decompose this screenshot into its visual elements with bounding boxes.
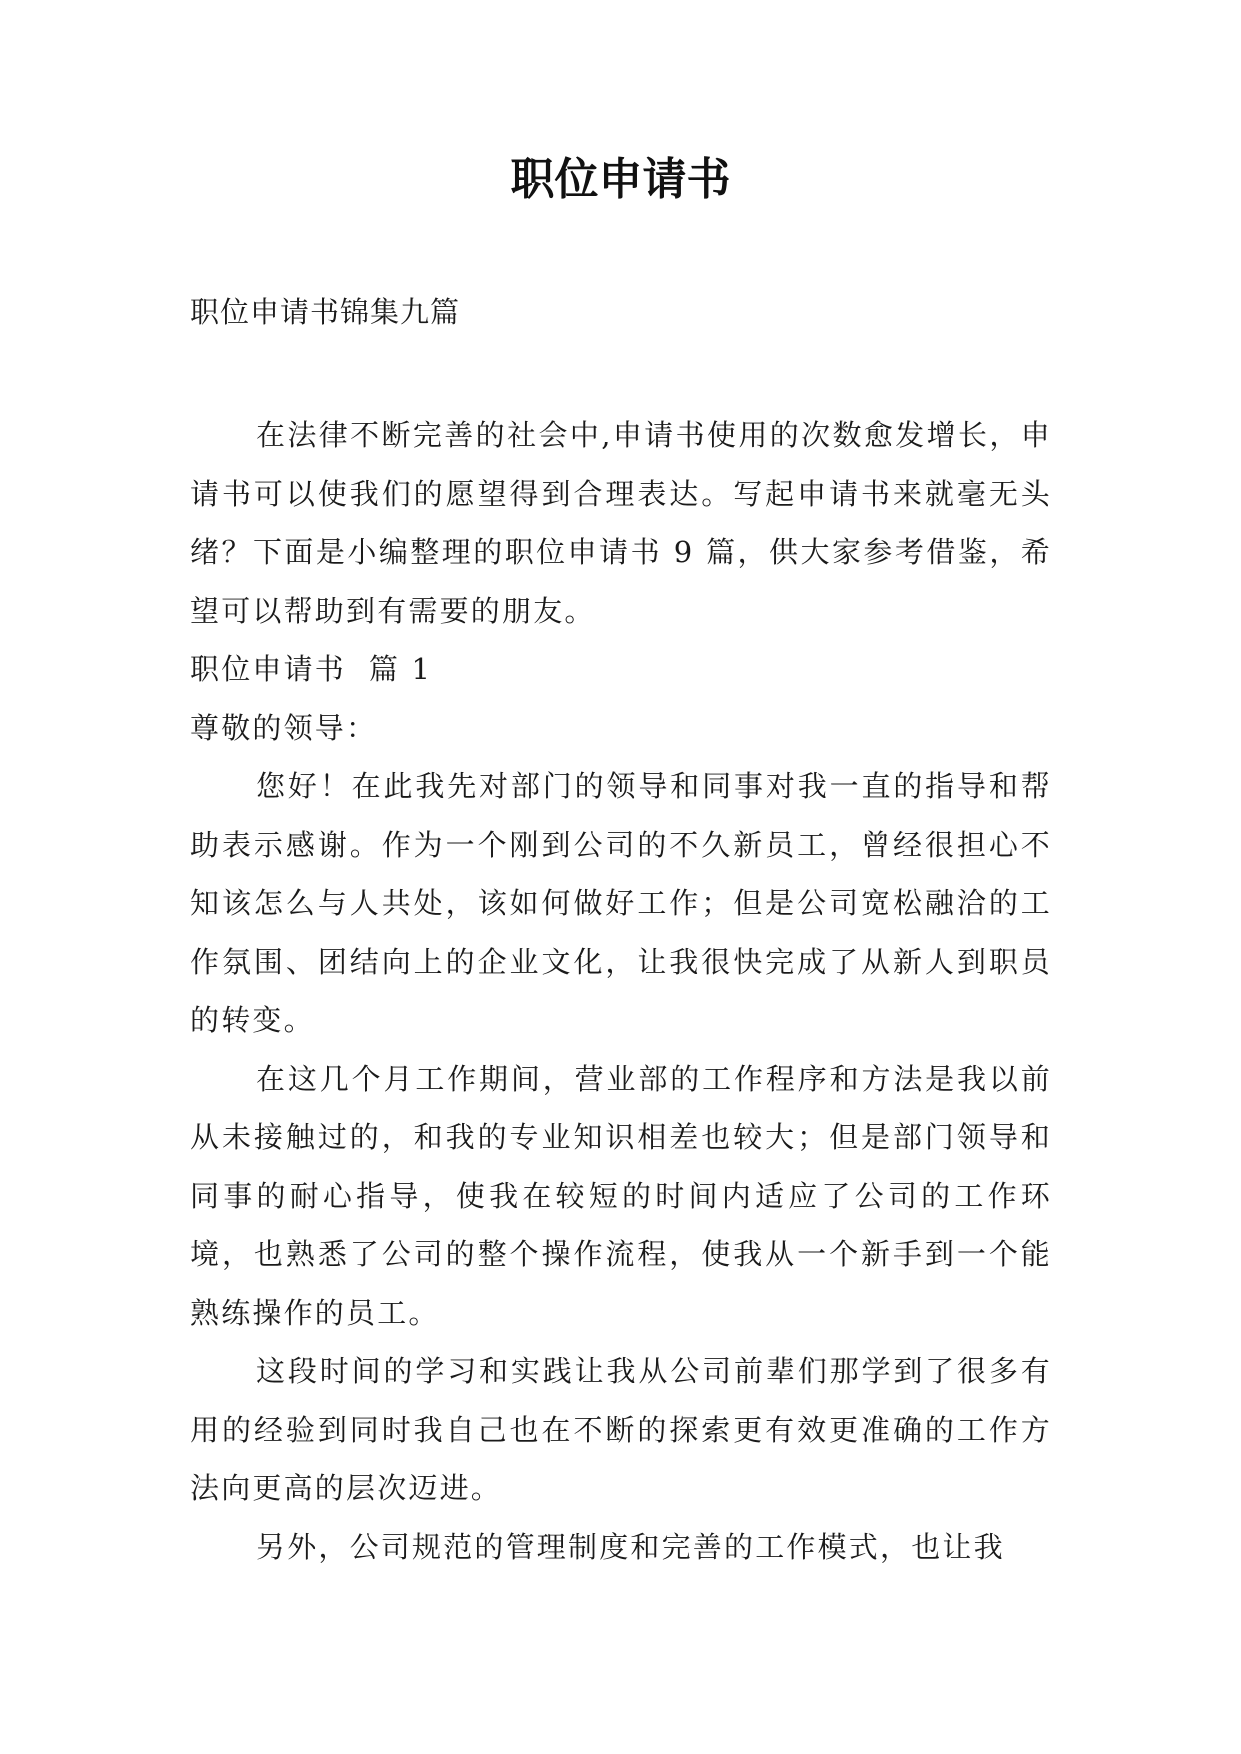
section-heading: 职位申请书 篇 1 — [190, 652, 433, 686]
paragraph-4: 另外，公司规范的管理制度和完善的工作模式，也让我 — [256, 1529, 1005, 1564]
document-subtitle: 职位申请书锦集九篇 — [190, 295, 461, 329]
document-title: 职位申请书 — [510, 154, 731, 205]
document-body — [190, 406, 1052, 1576]
paragraph-1: 您好！在此我先对部门的领导和同事对我一直的指导和帮助表示感谢。作为一个刚到公司的不久新员工，曾经很担心不知该怎么与人共处，该如何做好工作；但是公司宽松融洽的工作氛围、团结向上的企业文化，让我很快完成了从新人到职员的转变。 — [190, 769, 1052, 1037]
paragraph-intro: 在法律不断完善的社会中,申请书使用的次数愈发增长，申请书可以使我们的愿望得到合理表达。写起申请书来就毫无头绪？下面是小编整理的职位申请书 9 篇，供大家参考借鉴，希望可以帮助到有需要的朋友。 — [190, 418, 1052, 628]
salutation: 尊敬的领导： — [190, 710, 378, 745]
paragraph-2: 在这几个月工作期间，营业部的工作程序和方法是我以前从未接触过的，和我的专业知识相差也较大；但是部门领导和同事的耐心指导，使我在较短的时间内适应了公司的工作环境，也熟悉了公司的整个操作流程，使我从一个新手到一个能熟练操作的员工。 — [190, 1061, 1052, 1330]
paragraph-3: 这段时间的学习和实践让我从公司前辈们那学到了很多有用的经验到同时我自己也在不断的探索更有效更准确的工作方法向更高的层次迈进。 — [190, 1354, 1052, 1505]
